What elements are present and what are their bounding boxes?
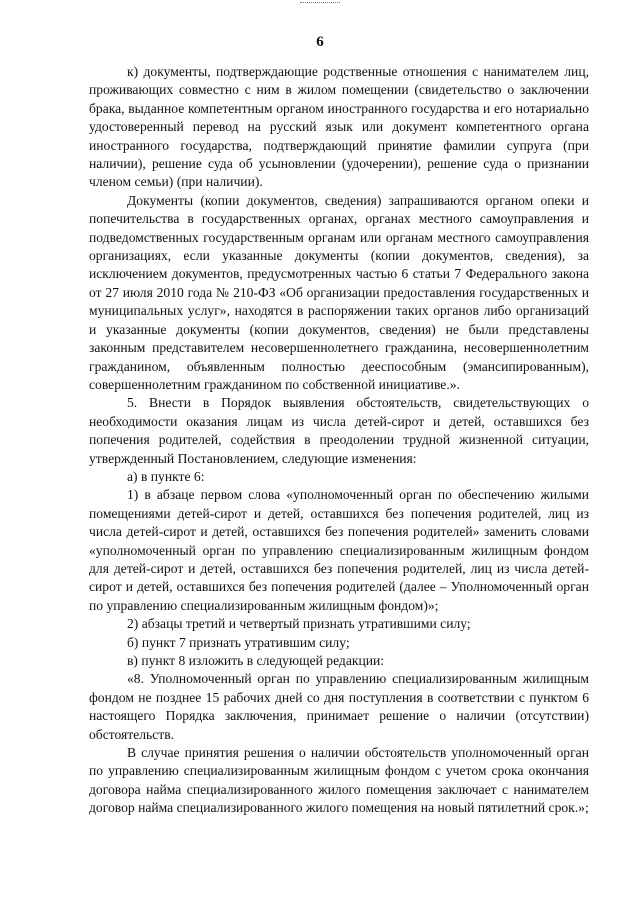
paragraph-item-5: 5. Внести в Порядок выявления обстоятельств, свидетельствующих о необходимости оказания лицам из числа детей-сирот и детей, оставшихся без попечения родителей, содействия в преодолении трудной жизненной ситуации, утвержденный Постановлением, следующие изменения: xyxy=(89,395,589,466)
page-number: 6 xyxy=(316,34,324,50)
paragraph-subitem-b: б) пункт 7 признать утратившим силу; xyxy=(127,634,350,650)
paragraph-subitem-a-2: 2) абзацы третий и четвертый признать утратившими силу; xyxy=(127,616,471,632)
paragraph-docs-request: Документы (копии документов, сведения) запрашиваются органом опеки и попечительства в государственных органах, органах местного самоуправления и подведомственных государственным органам или органам местного самоуправления организациях, если указанные документы (копии документов, сведения), за исключением документов, предусмотренных частью 6 статьи 7 Федерального закона от 27 июля 2010 года № 210-ФЗ «Об организации предоставления государственных и муниципальных услуг», находятся в распоряжении таких органов либо организаций и указанные документы (копии документов, сведения) не были представлены законным представителем несовершеннолетнего гражданина, несовершеннолетним гражданином, объявленным полностью дееспособным (эмансипированным), совершеннолетним гражданином по собственной инициативе.». xyxy=(89,192,589,392)
paragraph-item-8: «8. Уполномоченный орган по управлению специализированным жилищным фондом не позднее 15 рабочих дней со дня поступления в соответствии с пунктом 6 настоящего Порядка заключения, принимает решение о наличии (отсутствии) обстоятельств. xyxy=(89,671,589,742)
paragraph-item-8-continued: В случае принятия решения о наличии обстоятельств уполномоченный орган по управлению специализированным жилищным фондом с учетом срока окончания договора найма специализированного жилого помещения заключает с нанимателем договор найма специализированного жилого помещения на новый пятилетний срок.»; xyxy=(89,745,589,816)
scan-artifact xyxy=(300,2,340,6)
paragraph-docs-kinship: к) документы, подтверждающие родственные отношения с нанимателем лиц, проживающих совместно с ним в жилом помещении (свидетельство о заключении брака, выданное компетентным органом иностранного государства и его нотариально удостоверенный перевод на русский язык или документ компетентного органа иностранного государства, подтверждающий принятие фамилии супруга (при наличии), решение суда об усыновлении (удочерении), решение суда о признании членом семьи) (при наличии). xyxy=(89,64,589,190)
document-body xyxy=(89,63,589,818)
paragraph-subitem-v: в) пункт 8 изложить в следующей редакции: xyxy=(127,653,385,668)
paragraph-subitem-a: а) в пункте 6: xyxy=(127,468,205,484)
paragraph-subitem-a-1: 1) в абзаце первом слова «уполномоченный орган по обеспечению жилыми помещениями детей-сирот и детей, оставшихся без попечения родителей, лиц из числа детей-сирот и детей, оставшихся без попечения родителей» заменить словами «уполномоченный орган по управлению специализированным жилищным фондом для детей-сирот и детей, оставшихся без попечения родителей, лиц из числа детей-сирот и детей, оставшихся без попечения родителей (далее – Уполномоченный орган по управлению специализированным жилищным фондом)»; xyxy=(89,487,589,613)
